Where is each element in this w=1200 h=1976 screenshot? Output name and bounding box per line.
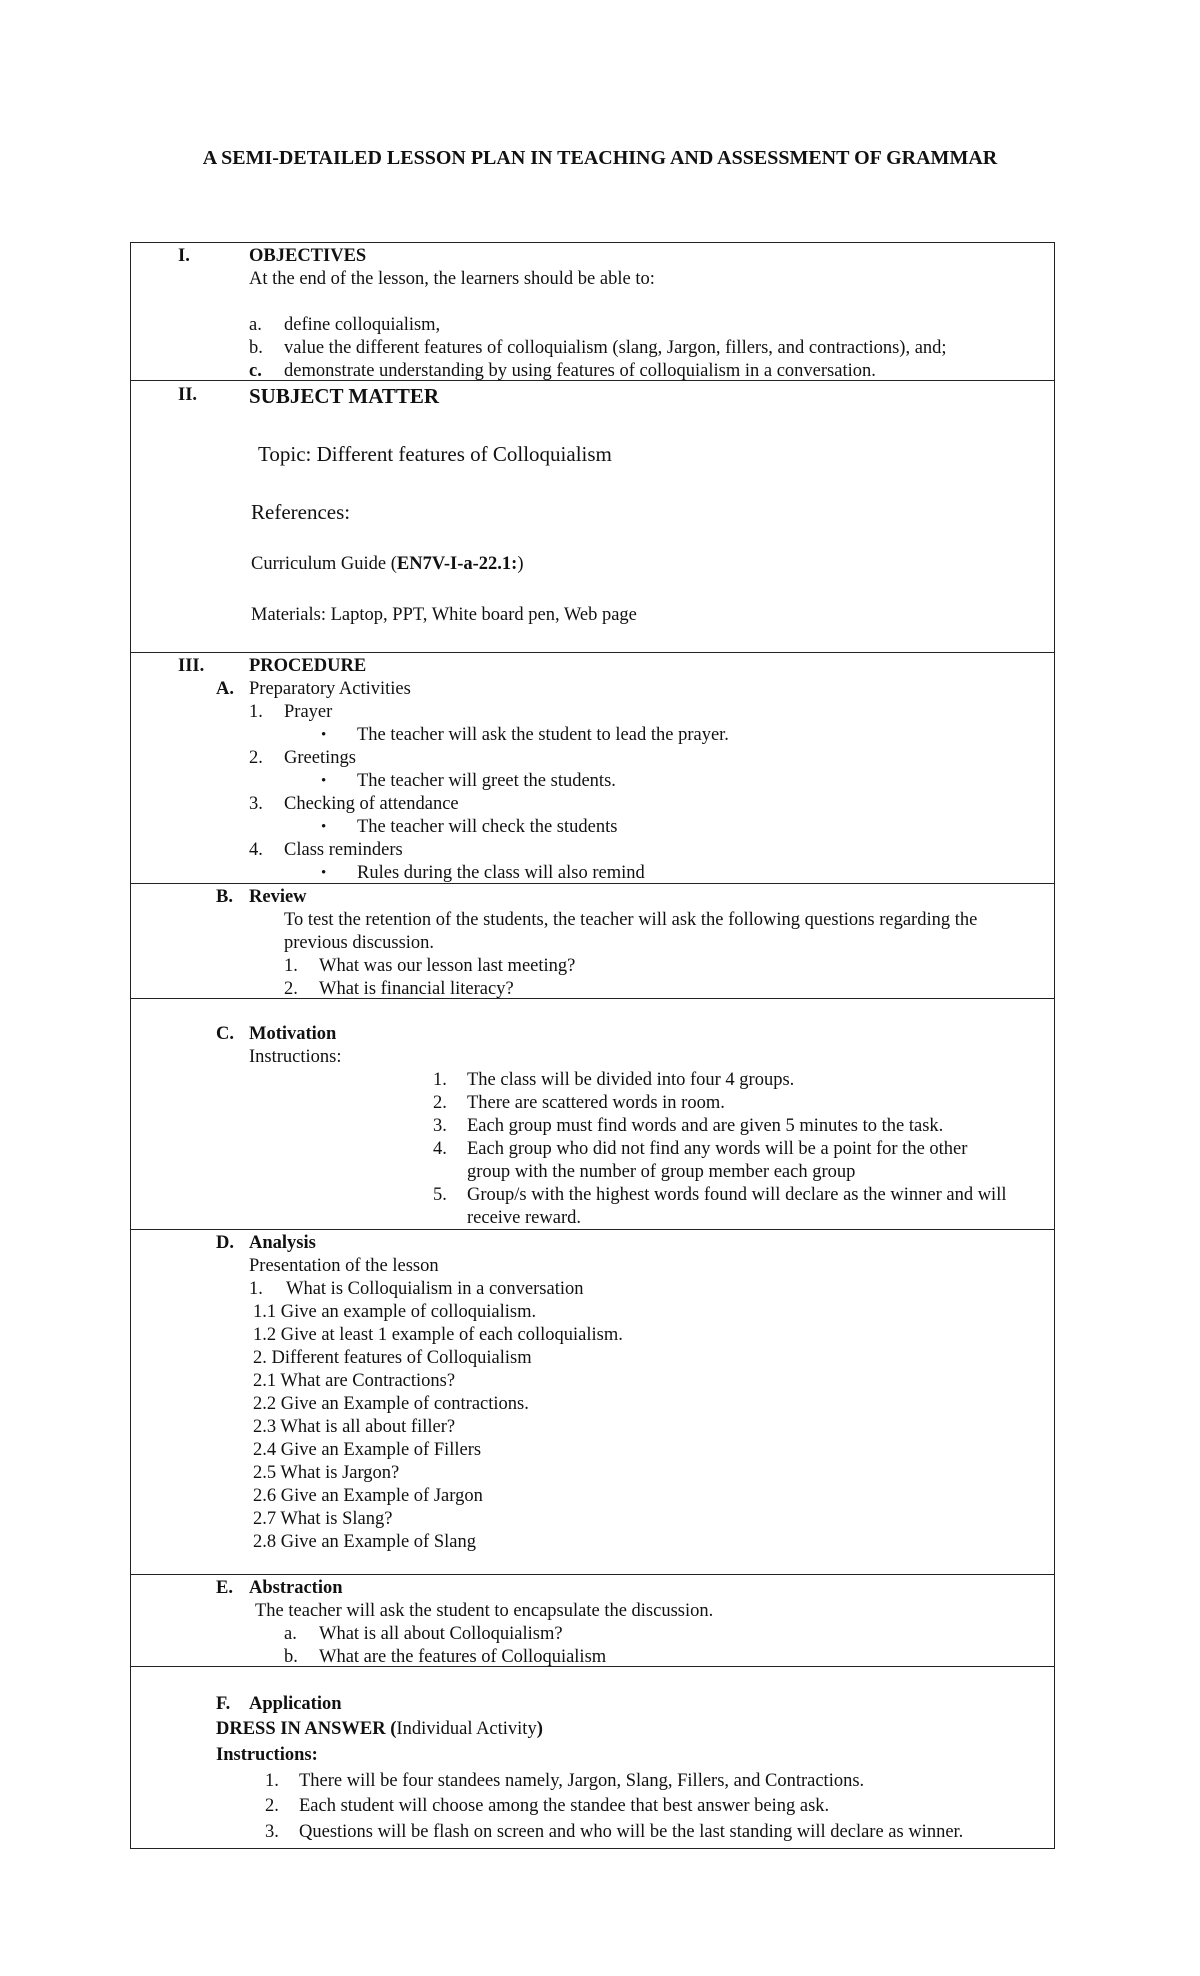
list-item: 1.2 Give at least 1 example of each colloquialism. — [253, 1325, 623, 1345]
bullet-text: The teacher will check the students — [357, 817, 618, 837]
list-item: 2.4 Give an Example of Fillers — [253, 1440, 482, 1460]
list-item: demonstrate understanding by using features of colloquialism in a conversation. — [284, 361, 876, 381]
list-item: Checking of attendance — [284, 794, 459, 814]
list-marker: a. — [249, 315, 262, 335]
section-numeral: II. — [178, 385, 198, 405]
list-number: 4. — [249, 840, 263, 860]
list-number: 1. — [433, 1070, 447, 1090]
application-section — [130, 1666, 1055, 1849]
subsection-letter: F. — [216, 1694, 231, 1714]
list-number: 1. — [249, 702, 263, 722]
list-item: value the different features of colloquialism (slang, Jargon, fillers, and contractions), and; — [284, 338, 947, 358]
bullet-icon: • — [321, 819, 327, 835]
list-item: 2.6 Give an Example of Jargon — [253, 1486, 483, 1506]
section-numeral: III. — [178, 656, 205, 676]
subsection-title: Application — [249, 1694, 342, 1714]
subsection-title: Motivation — [249, 1024, 337, 1044]
guide-code: EN7V-I-a-22.1: — [396, 554, 518, 574]
list-item: What is all about Colloquialism? — [319, 1624, 563, 1644]
bullet-icon: • — [321, 773, 327, 789]
list-marker: b. — [284, 1647, 298, 1667]
list-item: 2.8 Give an Example of Slang — [253, 1532, 476, 1552]
list-marker: c. — [249, 361, 262, 381]
bullet-text: The teacher will ask the student to lead the prayer. — [357, 725, 729, 745]
list-item: Prayer — [284, 702, 333, 722]
list-item: Class reminders — [284, 840, 403, 860]
analysis-section — [130, 1229, 1055, 1575]
list-item: What was our lesson last meeting? — [319, 956, 576, 976]
bullet-icon: • — [321, 727, 327, 743]
list-number: 1. — [265, 1771, 279, 1791]
list-number: 3. — [249, 794, 263, 814]
guide-suffix: ) — [517, 554, 524, 574]
document-title: A SEMI-DETAILED LESSON PLAN IN TEACHING AND ASSESSMENT OF GRAMMAR — [202, 147, 998, 169]
list-item: Each student will choose among the standee that best answer being ask. — [299, 1796, 830, 1816]
subsection-letter: C. — [216, 1024, 234, 1044]
references-label: References: — [251, 500, 351, 524]
list-item: Each group must find words and are given 5 minutes to the task. — [467, 1116, 944, 1136]
list-item: 2.2 Give an Example of contractions. — [253, 1394, 529, 1414]
list-number: 5. — [433, 1185, 447, 1205]
list-number: 2. — [265, 1796, 279, 1816]
activity-close: ) — [536, 1719, 543, 1739]
activity-type: Individual Activity — [396, 1719, 537, 1739]
review-text: previous discussion. — [284, 933, 435, 953]
list-marker: b. — [249, 338, 263, 358]
subsection-letter: D. — [216, 1233, 234, 1253]
instructions-label: Instructions: — [216, 1745, 318, 1765]
list-item: receive reward. — [467, 1208, 581, 1228]
materials: Materials: Laptop, PPT, White board pen, Web page — [251, 605, 637, 625]
bullet-text: The teacher will greet the students. — [357, 771, 616, 791]
list-number: 3. — [433, 1116, 447, 1136]
list-marker: a. — [284, 1624, 297, 1644]
list-item: There are scattered words in room. — [467, 1093, 725, 1113]
section-heading: SUBJECT MATTER — [249, 384, 440, 408]
section-heading: PROCEDURE — [249, 656, 367, 676]
list-item: Questions will be flash on screen and who will be the last standing will declare as winner. — [299, 1822, 964, 1842]
activity-title — [216, 1718, 543, 1741]
subsection-title: Preparatory Activities — [249, 679, 411, 699]
list-item: The class will be divided into four 4 groups. — [467, 1070, 795, 1090]
curriculum-guide — [251, 553, 524, 576]
objectives-intro: At the end of the lesson, the learners should be able to: — [249, 269, 655, 289]
motivation-section — [130, 998, 1055, 1230]
list-item: 1.1 Give an example of colloquialism. — [253, 1302, 537, 1322]
list-item: define colloquialism, — [284, 315, 441, 335]
section-numeral: I. — [178, 246, 190, 266]
subsection-letter: A. — [216, 679, 234, 699]
list-item: 2.5 What is Jargon? — [253, 1463, 400, 1483]
list-item: Greetings — [284, 748, 356, 768]
subject-matter-section — [130, 380, 1055, 653]
list-number: 3. — [265, 1822, 279, 1842]
guide-prefix: Curriculum Guide ( — [251, 554, 397, 574]
analysis-intro: Presentation of the lesson — [249, 1256, 439, 1276]
subsection-title: Abstraction — [249, 1578, 343, 1598]
list-number: 2. — [249, 748, 263, 768]
list-item: 2.7 What is Slang? — [253, 1509, 393, 1529]
list-number: 1. — [284, 956, 298, 976]
objectives-section — [130, 242, 1055, 381]
subsection-letter: E. — [216, 1578, 233, 1598]
topic: Topic: Different features of Colloquialism — [258, 442, 612, 466]
list-number: 2. — [433, 1093, 447, 1113]
review-section — [130, 883, 1055, 999]
activity-name: DRESS IN ANSWER ( — [216, 1719, 397, 1739]
list-item: 2. Different features of Colloquialism — [253, 1348, 532, 1368]
list-number: 4. — [433, 1139, 447, 1159]
abstraction-section — [130, 1574, 1055, 1667]
subsection-title: Analysis — [249, 1233, 316, 1253]
list-item: What is Colloquialism in a conversation — [286, 1279, 584, 1299]
bullet-icon: • — [321, 865, 327, 881]
list-item: What is financial literacy? — [319, 979, 514, 999]
list-item: What are the features of Colloquialism — [319, 1647, 607, 1667]
abstraction-intro: The teacher will ask the student to encapsulate the discussion. — [255, 1601, 714, 1621]
procedure-section — [130, 652, 1055, 884]
list-item: group with the number of group member each group — [467, 1162, 856, 1182]
list-item: Group/s with the highest words found will declare as the winner and will — [467, 1185, 1007, 1205]
section-heading: OBJECTIVES — [249, 246, 367, 266]
list-number: 1. — [249, 1279, 263, 1299]
list-item: 2.1 What are Contractions? — [253, 1371, 456, 1391]
subsection-letter: B. — [216, 887, 233, 907]
instructions-label: Instructions: — [249, 1047, 342, 1067]
list-item: Each group who did not find any words will be a point for the other — [467, 1139, 968, 1159]
bullet-text: Rules during the class will also remind — [357, 863, 645, 883]
review-text: To test the retention of the students, the teacher will ask the following questions regarding the — [284, 910, 978, 930]
list-item: 2.3 What is all about filler? — [253, 1417, 456, 1437]
list-item: There will be four standees namely, Jargon, Slang, Fillers, and Contractions. — [299, 1771, 865, 1791]
list-number: 2. — [284, 979, 298, 999]
subsection-title: Review — [249, 887, 307, 907]
